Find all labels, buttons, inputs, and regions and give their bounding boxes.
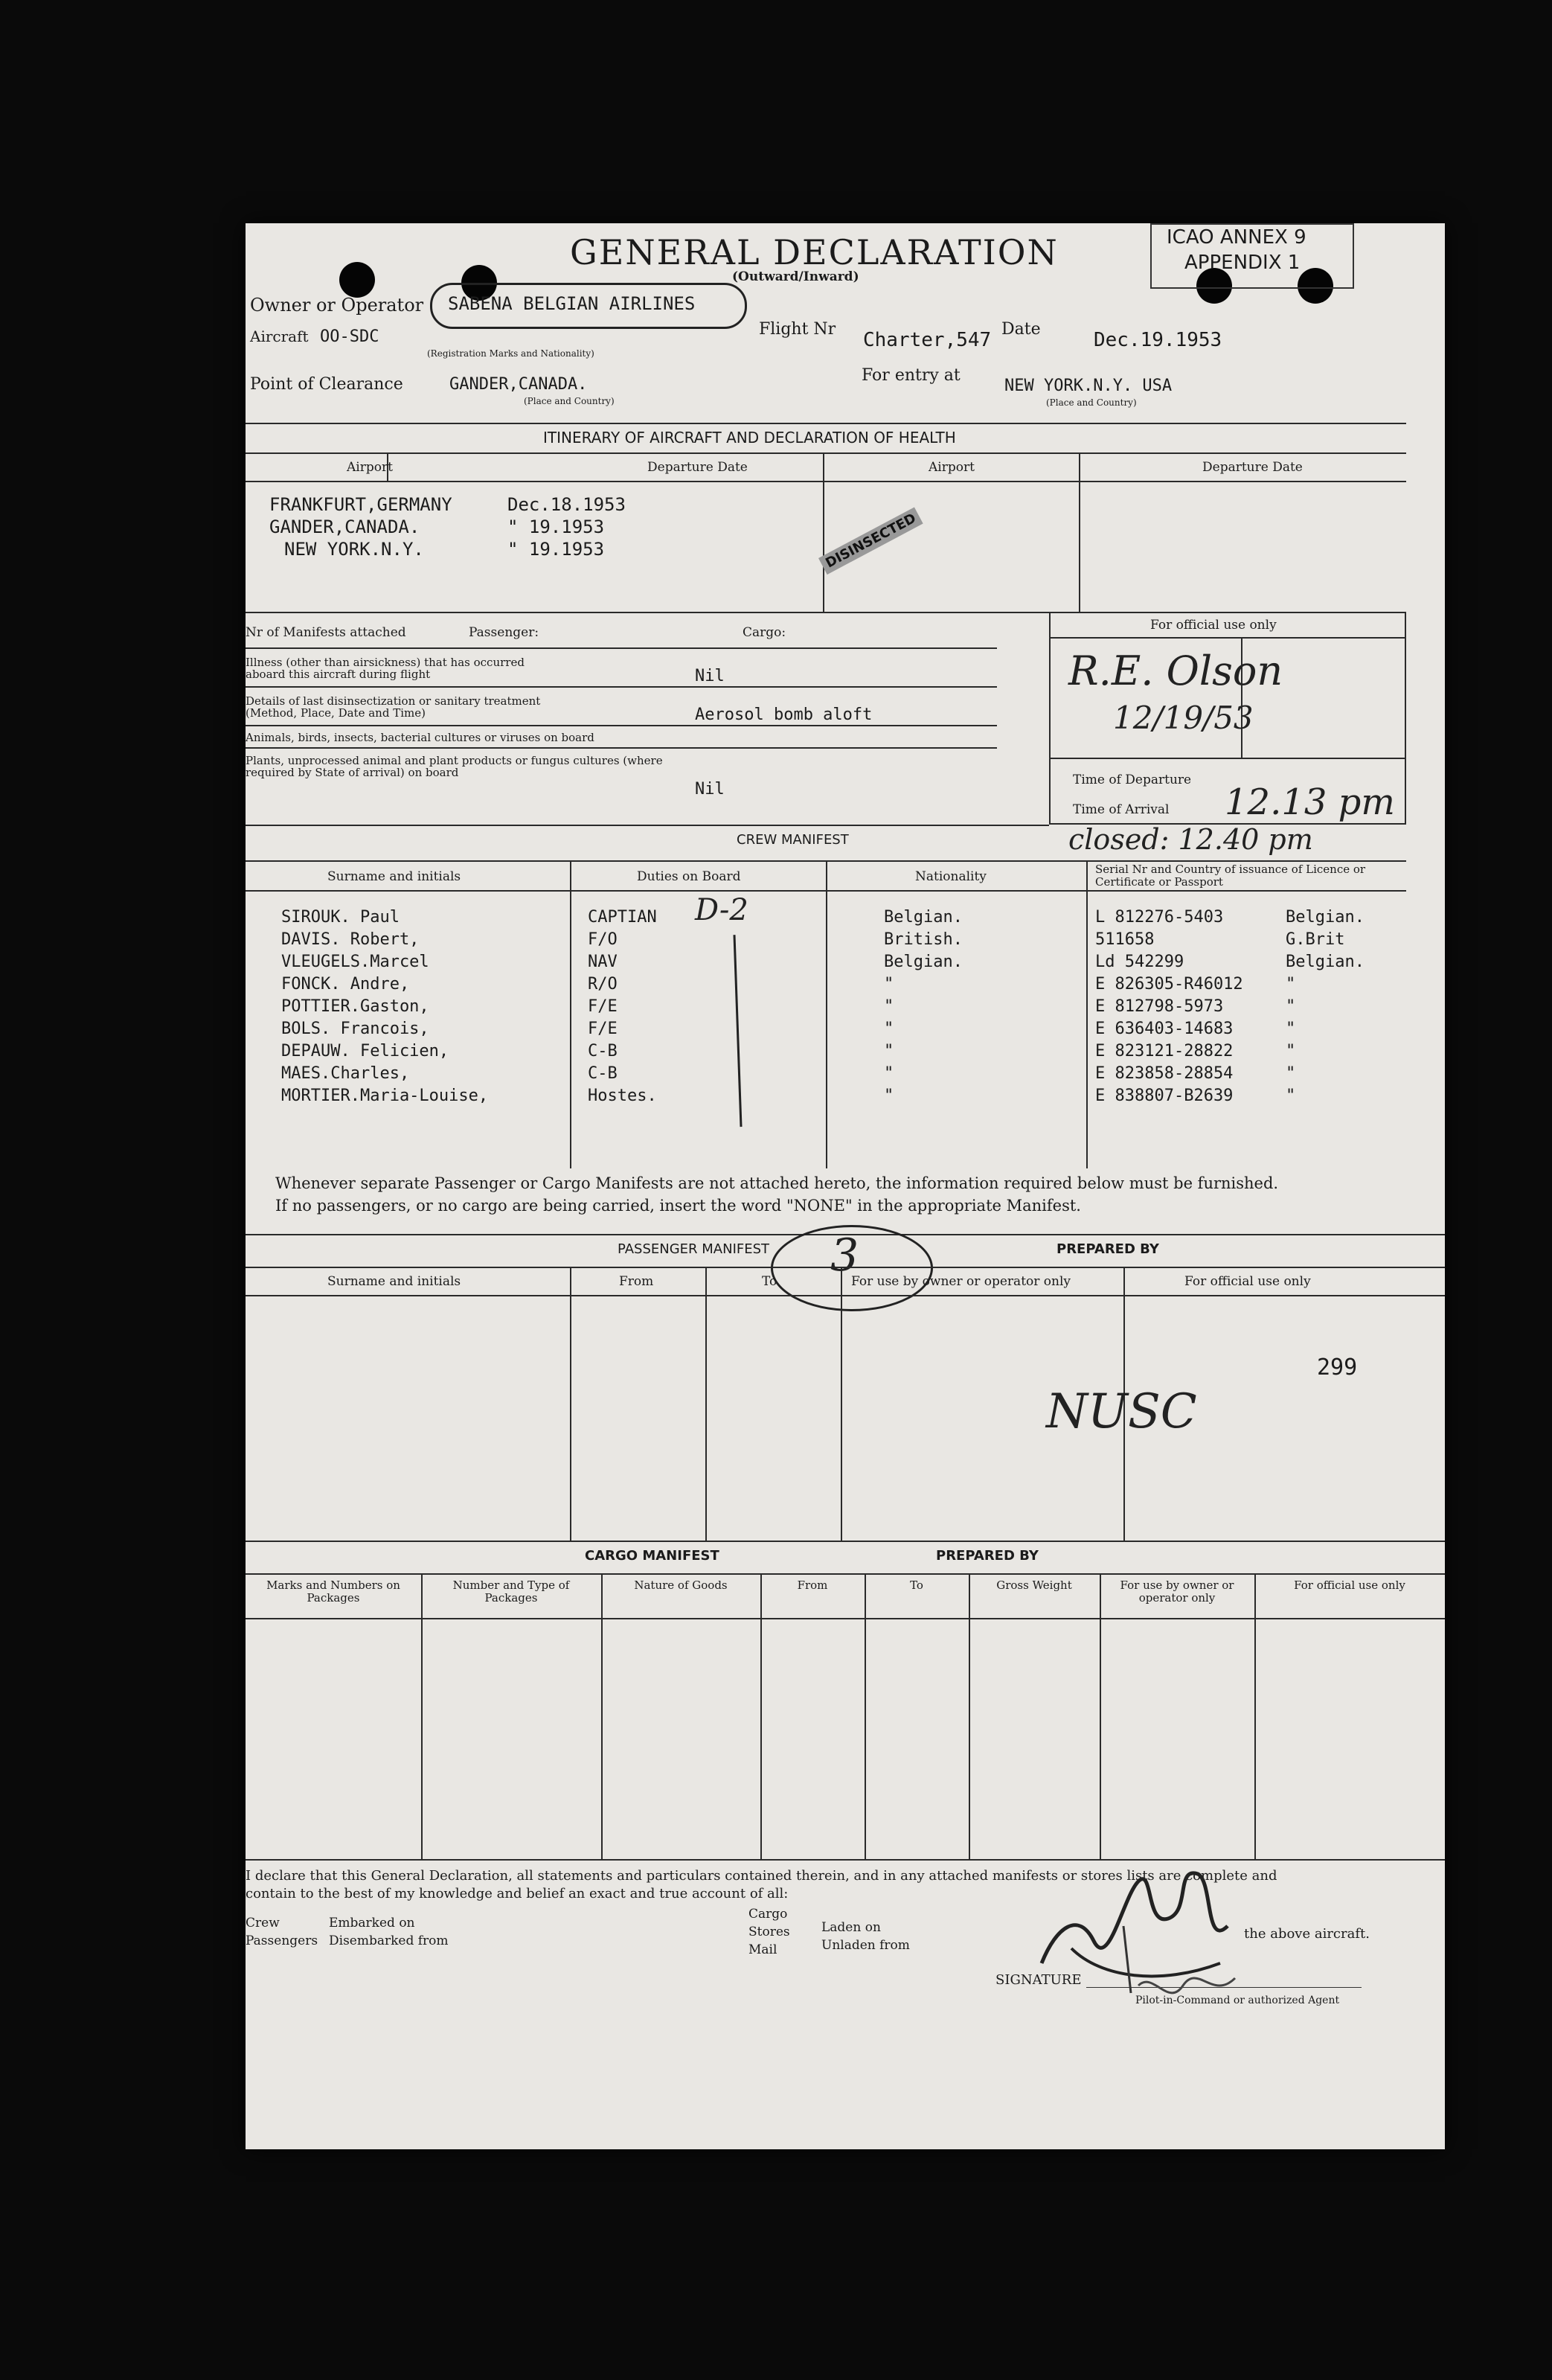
handwritten-duty-mark: D-2 — [695, 893, 748, 927]
flight-label: Flight Nr — [759, 320, 836, 339]
crew-name: BOLS. Francois, — [281, 1020, 429, 1038]
crew-serial-country: " — [1286, 1087, 1296, 1105]
declaration-mail: Mail — [748, 1942, 777, 1957]
pilot-signature — [1027, 1837, 1265, 2015]
clearance-note: (Place and Country) — [524, 396, 615, 406]
icao-annex: ICAO ANNEX 9 — [1167, 226, 1306, 249]
icao-appendix: APPENDIX 1 — [1184, 252, 1301, 274]
crew-nationality: " — [884, 1020, 894, 1038]
crew-duty: C-B — [588, 1042, 618, 1061]
cargo-prepared-by: PREPARED BY — [936, 1548, 1039, 1564]
crew-nationality: " — [884, 1064, 894, 1083]
handwritten-bracket — [734, 935, 747, 1127]
crew-nationality: " — [884, 1042, 894, 1061]
form-subtitle: (Outward/Inward) — [732, 269, 859, 284]
passenger-manifest-heading: PASSENGER MANIFEST — [618, 1241, 770, 1257]
itinerary-col-airport-2: Airport — [929, 460, 975, 475]
cargo-col-header: Nature of Goods — [634, 1578, 728, 1592]
crew-name: SIROUK. Paul — [281, 908, 400, 927]
closed-time: closed: 12.40 pm — [1068, 823, 1313, 856]
entry-value: NEW YORK.N.Y. USA — [1004, 377, 1173, 395]
declaration-laden: Laden on — [821, 1920, 881, 1935]
cargo-col-header: Marks and Numbers on Packages — [266, 1578, 400, 1605]
crew-col-name: Surname and initials — [327, 869, 461, 884]
itinerary-col-airport: Airport — [347, 460, 393, 475]
crew-serial-country: Belgian. — [1286, 953, 1365, 971]
itinerary-col-departure-2: Departure Date — [1202, 460, 1303, 475]
signature-label: SIGNATURE — [995, 1972, 1082, 1988]
crew-serial: E 838807-B2639 — [1095, 1087, 1234, 1105]
crew-nationality: " — [884, 975, 894, 994]
cargo-col-header: For use by owner or operator only — [1120, 1578, 1234, 1605]
declaration-form — [246, 223, 1445, 2149]
crew-serial-country: " — [1286, 1020, 1296, 1038]
crew-nationality: " — [884, 1087, 894, 1105]
disinsection-value: Aerosol bomb aloft — [695, 706, 873, 724]
itinerary-airport: NEW YORK.N.Y. — [284, 539, 424, 560]
passenger-col-from: From — [619, 1274, 654, 1289]
crew-serial-country: " — [1286, 997, 1296, 1016]
crew-nationality: British. — [884, 930, 963, 949]
passenger-col-to: To — [762, 1274, 777, 1289]
passenger-prepared-by: PREPARED BY — [1056, 1241, 1159, 1257]
crew-nationality: Belgian. — [884, 908, 963, 927]
crew-name: POTTIER.Gaston, — [281, 997, 429, 1016]
passenger-col-name: Surname and initials — [327, 1274, 461, 1289]
crew-serial: E 636403-14683 — [1095, 1020, 1234, 1038]
crew-serial: E 812798-5973 — [1095, 997, 1224, 1016]
crew-duty: C-B — [588, 1064, 618, 1083]
passenger-count-label: Passenger: — [469, 625, 539, 640]
notice-line-2: If no passengers, or no cargo are being carried, insert the word "NONE" in the appropriate Manifest. — [275, 1197, 1081, 1215]
punch-hole — [339, 262, 375, 298]
aircraft-value: OO-SDC — [320, 327, 379, 346]
crew-serial-country: " — [1286, 1042, 1296, 1061]
notice-line-1: Whenever separate Passenger or Cargo Manifests are not attached hereto, the information required below must be furnished. — [275, 1174, 1279, 1192]
crew-col-nationality: Nationality — [915, 869, 987, 884]
crew-duty: Hostes. — [588, 1087, 657, 1105]
crew-col-serial: Serial Nr and Country of issuance of Licence or Certificate or Passport — [1095, 863, 1366, 889]
clearance-label: Point of Clearance — [250, 375, 403, 394]
crew-name: MORTIER.Maria-Louise, — [281, 1087, 489, 1105]
crew-serial: Ld 542299 — [1095, 953, 1184, 971]
declaration-cargo: Cargo — [748, 1907, 788, 1922]
itinerary-airport: FRANKFURT,GERMANY — [269, 494, 452, 515]
plants-label: Plants, unprocessed animal and plant products or fungus cultures (where required by State of arrival) on board — [246, 754, 663, 779]
crew-serial: L 812276-5403 — [1095, 908, 1224, 927]
handwritten-mark: NUSC — [1046, 1384, 1197, 1439]
declaration-passengers: Passengers — [246, 1933, 318, 1948]
clearance-value: GANDER,CANADA. — [449, 375, 588, 394]
crew-serial-country: Belgian. — [1286, 908, 1365, 927]
declaration-above: the above aircraft. — [1244, 1926, 1370, 1942]
cargo-col-header: Number and Type of Packages — [452, 1578, 570, 1605]
crew-duty: R/O — [588, 975, 618, 994]
handwritten-date: 12/19/53 — [1113, 700, 1254, 736]
crew-serial: 511658 — [1095, 930, 1155, 949]
date-value: Dec.19.1953 — [1094, 329, 1222, 351]
declaration-text-1: I declare that this General Declaration, all statements and particulars contained therein, and in any attached manifests or stores lists are complete and — [246, 1868, 1277, 1884]
manifests-label: Nr of Manifests attached — [246, 625, 406, 640]
crew-heading: CREW MANIFEST — [737, 832, 849, 848]
crew-serial-country: G.Brit — [1286, 930, 1345, 949]
disinsected-stamp: DISINSECTED — [818, 507, 923, 575]
crew-name: MAES.Charles, — [281, 1064, 410, 1083]
aircraft-note: (Registration Marks and Nationality) — [427, 348, 594, 359]
crew-serial-country: " — [1286, 1064, 1296, 1083]
illness-value: Nil — [695, 667, 725, 685]
itinerary-col-departure: Departure Date — [647, 460, 748, 475]
crew-name: FONCK. Andre, — [281, 975, 410, 994]
crew-duty: NAV — [588, 953, 618, 971]
itinerary-heading: ITINERARY OF AIRCRAFT AND DECLARATION OF HEALTH — [543, 429, 956, 447]
illness-label: Illness (other than airsickness) that has occurred aboard this aircraft during flight — [246, 656, 525, 681]
entry-note: (Place and Country) — [1046, 397, 1137, 408]
crew-name: VLEUGELS.Marcel — [281, 953, 429, 971]
cargo-col-header: From — [797, 1578, 828, 1592]
aircraft-label: Aircraft — [250, 327, 309, 345]
crew-duty: F/E — [588, 1020, 618, 1038]
declaration-disembarked: Disembarked from — [329, 1933, 449, 1948]
crew-name: DEPAUW. Felicien, — [281, 1042, 449, 1061]
icao-box — [1150, 223, 1354, 289]
itinerary-airport: GANDER,CANADA. — [269, 516, 420, 537]
crew-duty: F/E — [588, 997, 618, 1016]
passenger-col-official: For official use only — [1184, 1274, 1311, 1289]
plants-value: Nil — [695, 780, 725, 799]
crew-serial: E 823858-28854 — [1095, 1064, 1234, 1083]
owner-label: Owner or Operator — [250, 295, 424, 316]
crew-name: DAVIS. Robert, — [281, 930, 420, 949]
declaration-text-2: contain to the best of my knowledge and belief an exact and true account of all: — [246, 1886, 789, 1901]
date-label: Date — [1001, 320, 1041, 339]
declaration-stores: Stores — [748, 1925, 790, 1939]
cargo-col-header: To — [910, 1578, 923, 1592]
handwritten-passenger-number: 3 — [830, 1229, 859, 1282]
departure-time-label: Time of Departure — [1073, 772, 1192, 787]
crew-serial-country: " — [1286, 975, 1296, 994]
crew-serial: E 823121-28822 — [1095, 1042, 1234, 1061]
entry-label: For entry at — [862, 366, 961, 385]
passenger-col-owner: For use by owner or operator only — [851, 1274, 1071, 1289]
itinerary-date: Dec.18.1953 — [507, 494, 626, 515]
disinsection-label: Details of last disinsectization or sanitary treatment (Method, Place, Date and Time) — [246, 694, 541, 720]
itinerary-date: " 19.1953 — [507, 539, 605, 560]
crew-serial: E 826305-R46012 — [1095, 975, 1243, 994]
cargo-manifest-heading: CARGO MANIFEST — [585, 1548, 719, 1564]
animals-label: Animals, birds, insects, bacterial cultures or viruses on board — [246, 731, 594, 744]
crew-nationality: Belgian. — [884, 953, 963, 971]
declaration-crew: Crew — [246, 1916, 280, 1930]
official-heading: For official use only — [1150, 618, 1277, 633]
cargo-col-header: For official use only — [1294, 1578, 1405, 1592]
flight-value: Charter,547 — [863, 329, 992, 351]
signature-note: Pilot-in-Command or authorized Agent — [1135, 1994, 1340, 2006]
crew-duty: F/O — [588, 930, 618, 949]
cargo-col-header: Gross Weight — [996, 1578, 1072, 1592]
crew-nationality: " — [884, 997, 894, 1016]
owner-value: SABENA BELGIAN AIRLINES — [448, 293, 696, 314]
crew-duty: CAPTIAN — [588, 908, 657, 927]
cargo-count-label: Cargo: — [743, 625, 786, 640]
declaration-unladen: Unladen from — [821, 1938, 910, 1953]
stamp-number: 299 — [1317, 1354, 1358, 1381]
arrival-time-label: Time of Arrival — [1073, 802, 1170, 817]
declaration-embarked: Embarked on — [329, 1916, 415, 1930]
arrival-time-value: 12.13 pm — [1225, 781, 1395, 823]
form-title: GENERAL DECLARATION — [570, 232, 1059, 272]
crew-col-duties: Duties on Board — [637, 869, 741, 884]
itinerary-date: " 19.1953 — [507, 516, 605, 537]
handwritten-officer-name: R.E. Olson — [1068, 647, 1283, 694]
